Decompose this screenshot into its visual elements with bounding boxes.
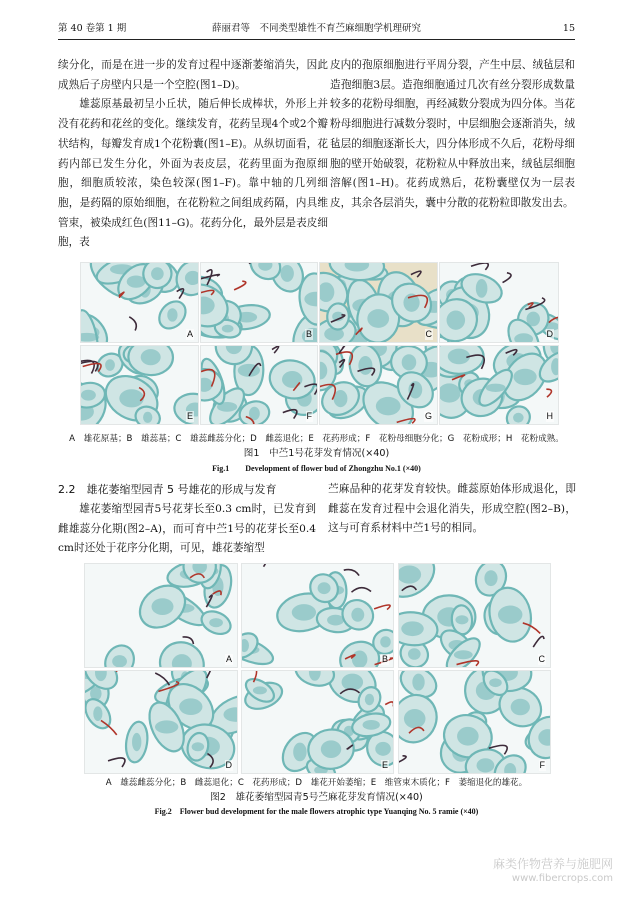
figure-2-caption-zh: 图2 雄花萎缩型园青5号苎麻花芽发育情况(×40) — [210, 792, 423, 803]
micrograph-image — [201, 263, 317, 342]
body-column-right — [330, 56, 575, 214]
panel-label: D — [225, 760, 232, 770]
figure-1-caption-en: Fig.1 Development of flower bud of Zhongzhu No.1 (×40) — [212, 464, 421, 473]
panel-label: B — [381, 654, 388, 664]
figure-2-caption-en: Fig.2 Flower bud development for the male flowers atrophic type Yuanqing No. 5 ramie (×40) — [154, 807, 479, 816]
panel-label: E — [186, 411, 193, 421]
figure-2-legend: A 雄蕊雌蕊分化；B 雌蕊退化；C 花药形成；D 雄花开始萎缩；E 维管束木质化；F 萎缩退化的雄花。 — [105, 778, 528, 788]
micrograph-1h — [439, 345, 559, 425]
micrograph-image — [440, 263, 558, 342]
micrograph-2e — [241, 670, 394, 774]
panel-label: E — [381, 760, 388, 770]
watermark-url: www.fibercrops.com — [511, 873, 613, 884]
paragraph: 雄花萎缩型园青5号花芽长至0.3 cm时，已发育到雌雄蕊分化期(图2–A)，而可育中苎1号的花芽长至0.4 cm时还处于花序分化期，可见，雄花萎缩型 — [58, 503, 316, 555]
section-body-right — [328, 480, 576, 539]
micrograph-1f — [200, 345, 318, 425]
micrograph-1a — [80, 262, 199, 343]
panel-label: B — [305, 329, 312, 339]
micrograph-image — [85, 671, 237, 773]
running-title: 薛丽君等 不同类型雄性不育苎麻细胞学机理研究 — [211, 23, 421, 34]
running-header — [58, 22, 575, 36]
micrograph-image — [242, 564, 393, 667]
panel-label: H — [546, 411, 553, 421]
micrograph-2c — [398, 563, 551, 668]
section-body-left — [58, 500, 316, 559]
figure-1-caption-zh: 图1 中苎1号花芽发育情况(×40) — [243, 448, 390, 459]
micrograph-2a — [84, 563, 238, 668]
micrograph-1c — [319, 262, 438, 343]
panel-label: F — [539, 760, 545, 770]
micrograph-2d — [84, 670, 238, 774]
site-watermark — [493, 856, 613, 885]
paragraph: 皮内的孢原细胞进行平周分裂，产生中层、绒毡层和造孢细胞3层。造孢细胞通过几次有丝分裂形成数量较多的花粉母细胞，再经减数分裂成为四分体。当花粉母细胞进行减数分裂时，中层细胞会逐渐消失，绒毡层的细胞逐渐长大，四分体形成不久后，花粉母细胞的壁开始破裂，花粉粒从中释放出来，绒毡层细胞溶解(图1–H)。花药成熟后，花粉囊壁仅为一层表皮，其余各层消失，囊中分散的花粉粒即散发出去。 — [330, 59, 575, 209]
micrograph-image — [85, 564, 237, 667]
paragraph: 续分化，而是在进一步的发育过程中逐渐萎缩消失，因此成熟后子房壁内只是一个空腔(图1–D)。 — [58, 59, 328, 91]
watermark-title: 麻类作物营养与施肥网 — [492, 857, 613, 871]
micrograph-image — [81, 263, 198, 342]
panel-label: G — [424, 411, 432, 421]
body-column-left — [58, 56, 328, 253]
panel-label: F — [306, 411, 312, 421]
micrograph-image — [201, 346, 317, 424]
paragraph: 雄蕊原基最初呈小丘状，随后伸长成棒状，外形上并没有花药和花丝的变化。继续发育，花药呈现4个或2个瓣状结构，每瓣发育成1个花粉囊(图1–E)。从纵切面看，花药内部已发生分化，外面为表皮层，花药里面为孢原细胞，细胞质较浓，染色较深(图1–F)。靠中轴的几列细胞，是药隔的原始细胞，在花粉粒之间组成药隔，内具维管束，被染成红色(图11–G)。花药分化，最外层是表皮细胞，表 — [58, 98, 328, 249]
micrograph-image — [399, 671, 550, 773]
figure-1-legend: A 雄花原基；B 雄蕊基；C 雄蕊雌蕊分化；D 雌蕊退化；E 花药形成；F 花粉母细胞分化；G 花粉成形；H 花粉成熟。 — [69, 434, 564, 444]
micrograph-1e — [80, 345, 199, 425]
journal-volume: 第 40 卷第 1 期 — [58, 23, 127, 34]
panel-label: A — [225, 654, 232, 664]
panel-label: D — [546, 329, 553, 339]
micrograph-image — [320, 263, 437, 342]
micrograph-1g — [319, 345, 438, 425]
micrograph-image — [440, 346, 558, 424]
header-rule — [58, 39, 575, 40]
micrograph-image — [81, 346, 198, 424]
panel-label: C — [538, 654, 545, 664]
micrograph-2f — [398, 670, 551, 774]
page-number: 15 — [562, 23, 575, 34]
micrograph-1d — [439, 262, 559, 343]
panel-label: A — [186, 329, 193, 339]
paragraph: 苎麻品种的花芽发育较快。雌蕊原始体形成退化，即雌蕊在发育过程中会退化消失，形成空腔(图2–B)，这与可育系材料中苎1号的相同。 — [328, 483, 576, 535]
figure-1 — [80, 262, 576, 430]
micrograph-image — [399, 564, 550, 667]
micrograph-image — [320, 346, 437, 424]
micrograph-1b — [200, 262, 318, 343]
figure-2 — [84, 563, 580, 775]
panel-label: C — [425, 329, 432, 339]
section-heading: 2.2 雄花萎缩型园青 5 号雄花的形成与发育 — [58, 483, 277, 496]
micrograph-image — [242, 671, 393, 773]
micrograph-2b — [241, 563, 394, 668]
